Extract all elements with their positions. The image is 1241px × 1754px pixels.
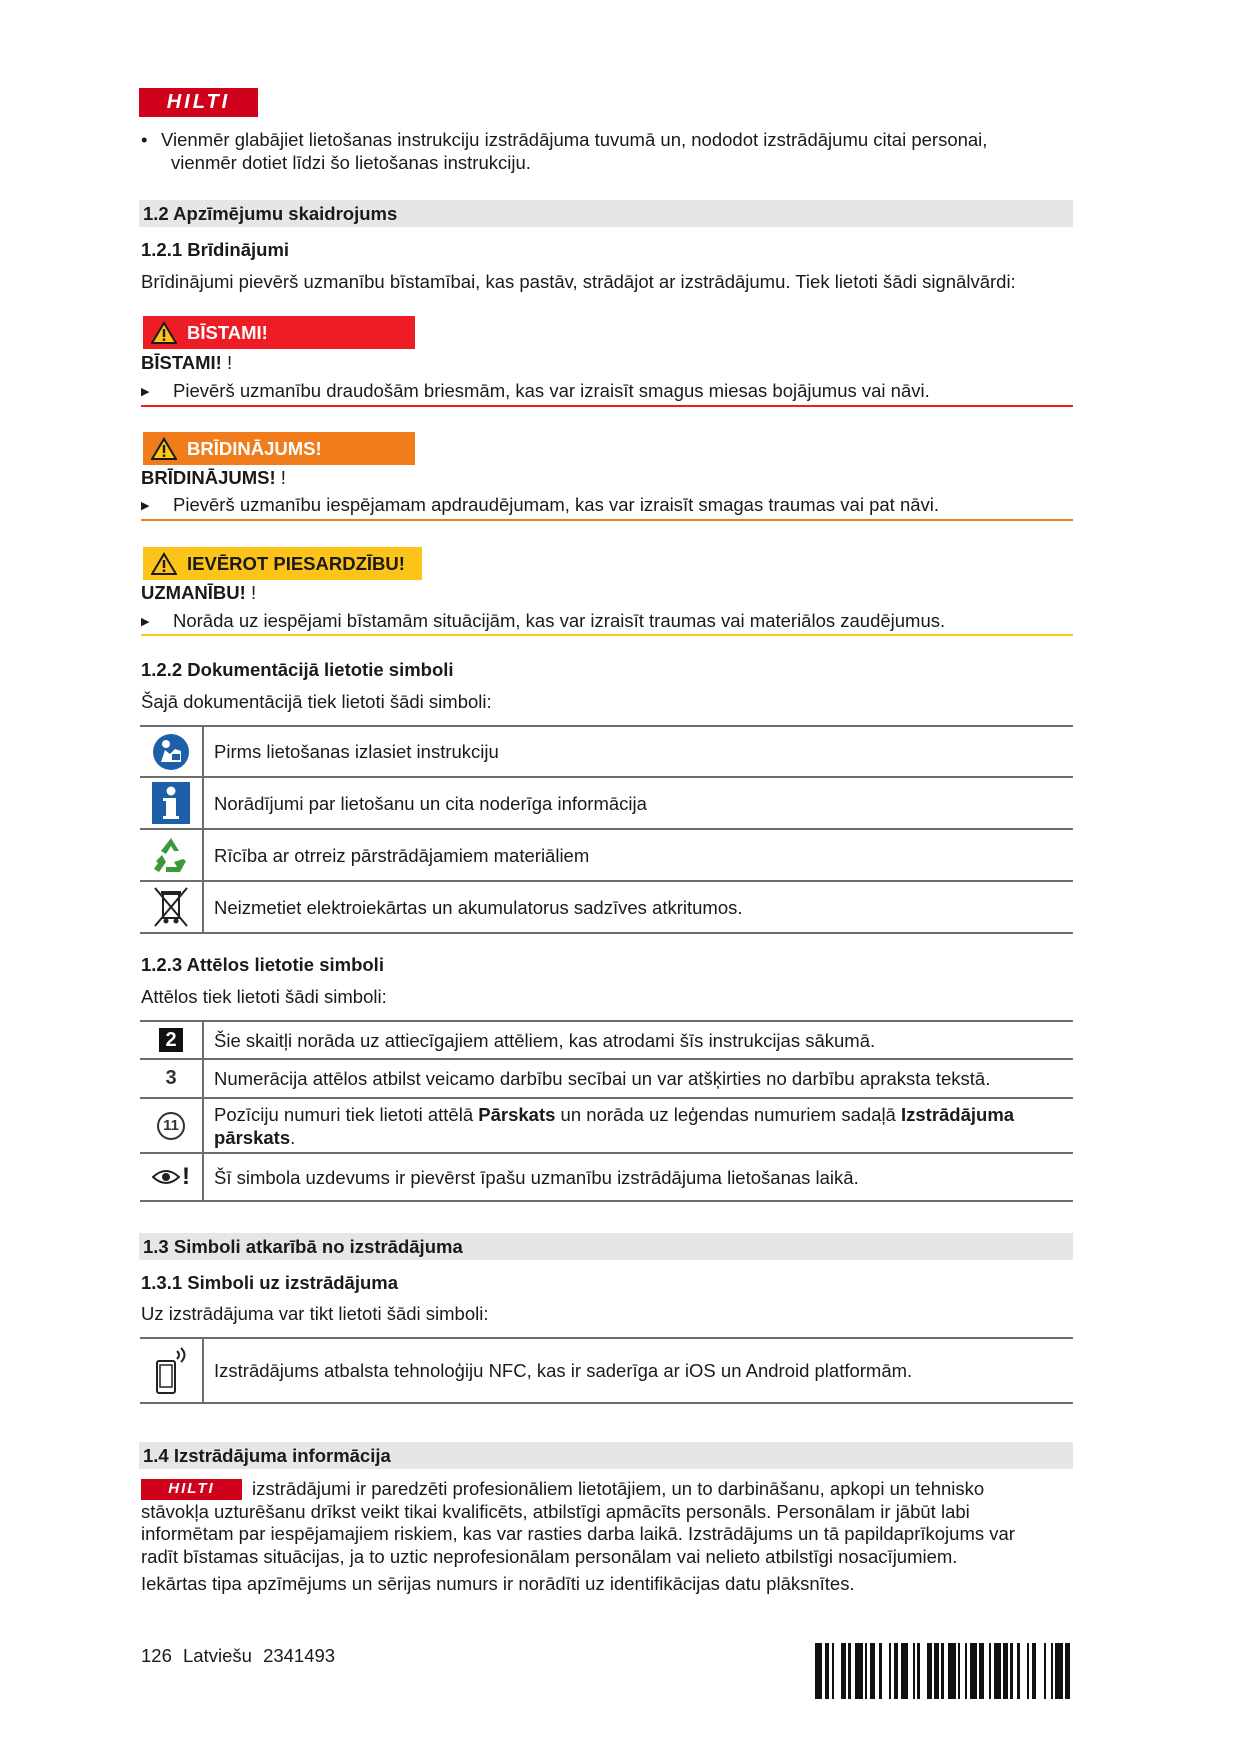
barcode-bar xyxy=(1055,1643,1062,1699)
subsection-heading-1-2-2: 1.2.2 Dokumentācijā lietotie simboli xyxy=(141,659,454,680)
section-heading-1-2: 1.2 Apzīmējumu skaidrojums xyxy=(139,200,1073,227)
eye-icon xyxy=(152,1167,180,1187)
arrow-bullet-icon: ▶ xyxy=(141,386,150,398)
barcode-bar xyxy=(970,1643,977,1699)
hilti-logo-inline: HILTI xyxy=(141,1479,242,1500)
warning-rule xyxy=(141,519,1073,521)
warning-triangle-icon xyxy=(151,552,177,576)
danger-banner xyxy=(143,316,415,349)
read-manual-icon xyxy=(140,727,204,776)
position-number-icon: 11 xyxy=(140,1099,204,1152)
barcode-bar xyxy=(882,1643,889,1699)
table-row: Neizmetiet elektroiekārtas un akumulatorus sadzīves atkritumos. xyxy=(140,882,1073,934)
figure-symbols-table xyxy=(140,1020,1073,1202)
product-symbols-intro: Uz izstrādājuma var tikt lietoti šādi simboli: xyxy=(141,1303,489,1324)
danger-banner-label: BĪSTAMI! xyxy=(187,321,268,343)
page-footer xyxy=(141,1645,335,1667)
section-heading-1-4: 1.4 Izstrādājuma informācija xyxy=(139,1442,1073,1469)
attention-eye-icon: ! xyxy=(140,1154,204,1200)
warning-banner-label: BRĪDINĀJUMS! xyxy=(187,437,322,459)
product-info-paragraph: HILTI izstrādājumi ir paredzēti profesionāliem lietotājiem, un to darbināšanu, apkopi un tehnisko stāvokļa uzturēšanu drīkst veikt tikai kvalificēts, atbilstīgi apmācīts personāls. Personālam ir jābūt labi informētam par iespējamajiem riskiem, kas var rasties darba laikā. Izstrādājums un tā papildaprīkojums var radīt bīstamas situācijas, ja to uztic neprofesionālam personālam vai nelieto atbilstīgi nosacījumiem. Iekārtas tipa apzīmējums un sērijas numurs ir norādīti uz identifikācijas datu plāksnītes. xyxy=(141,1478,1015,1594)
barcode-bar xyxy=(815,1643,822,1699)
caution-rule xyxy=(141,634,1073,636)
barcode-bar xyxy=(1070,1643,1072,1699)
bullet-dot: • xyxy=(141,129,148,150)
info-icon xyxy=(140,778,204,828)
recycle-icon xyxy=(140,830,204,880)
table-row: Norādījumi par lietošanu un cita noderīga informācija xyxy=(140,778,1073,830)
table-row: Izstrādājums atbalsta tehnoloģiju NFC, kas ir saderīga ar iOS un Android platformām. xyxy=(140,1339,1073,1404)
barcode-bar xyxy=(834,1643,841,1699)
intro-bullet: • Vienmēr glabājiet lietošanas instrukciju izstrādājuma tuvumā un, nododot izstrādājumu citai personai, vienmēr dotiet līdzi šo lietošanas instrukciju. xyxy=(141,129,988,173)
table-row: ! Šī simbola uzdevums ir pievērst īpašu uzmanību izstrādājuma lietošanas laikā. xyxy=(140,1154,1073,1202)
table-row: Rīcība ar otrreiz pārstrādājamiem materiāliem xyxy=(140,830,1073,882)
danger-description: ▶ Pievērš uzmanību draudošām briesmām, kas var izraisīt smagus miesas bojājumus vai nāvi. xyxy=(141,380,930,401)
barcode xyxy=(815,1643,1073,1699)
barcode-bar xyxy=(1020,1643,1027,1699)
barcode-bar xyxy=(855,1643,862,1699)
figure-number-icon: 2 xyxy=(140,1022,204,1058)
table-row: Pirms lietošanas izlasiet instrukciju xyxy=(140,727,1073,778)
warning-triangle-icon xyxy=(151,437,177,461)
barcode-bar xyxy=(920,1643,927,1699)
warning-description: ▶ Pievērš uzmanību iespējamam apdraudējumam, kas var izraisīt smagas traumas vai pat nāvi. xyxy=(141,494,940,515)
figure-symbols-intro: Attēlos tiek lietoti šādi simboli: xyxy=(141,986,387,1007)
subsection-heading-1-2-3: 1.2.3 Attēlos lietotie simboli xyxy=(141,954,384,975)
danger-rule xyxy=(141,405,1073,407)
footer-language: Latviešu xyxy=(183,1645,252,1666)
product-symbols-table xyxy=(140,1337,1073,1404)
doc-symbols-table xyxy=(140,725,1073,934)
warning-triangle-icon xyxy=(151,321,177,345)
barcode-bar xyxy=(1036,1643,1043,1699)
caution-banner xyxy=(143,547,422,580)
step-number-icon: 3 xyxy=(140,1060,204,1097)
barcode-bar xyxy=(901,1643,908,1699)
nfc-phone-icon xyxy=(140,1339,204,1402)
doc-number: 2341493 xyxy=(263,1645,336,1666)
doc-symbols-intro: Šajā dokumentācijā tiek lietoti šādi simboli: xyxy=(141,691,492,712)
barcode-bar xyxy=(948,1643,955,1699)
section-heading-1-3: 1.3 Simboli atkarībā no izstrādājuma xyxy=(139,1233,1073,1260)
arrow-bullet-icon: ▶ xyxy=(141,616,150,628)
table-row: 11 Pozīciju numuri tiek lietoti attēlā Pārskats un norāda uz leģendas numuriem sadaļā Izstrādājuma pārskats. xyxy=(140,1099,1073,1154)
table-row: 2 Šie skaitļi norāda uz attiecīgajiem attēliem, kas atrodami šīs instrukcijas sākumā. xyxy=(140,1022,1073,1060)
warning-signal-word: BRĪDINĀJUMS! ! xyxy=(141,467,286,488)
subsection-heading-1-3-1: 1.3.1 Simboli uz izstrādājuma xyxy=(141,1272,399,1293)
danger-signal-word: BĪSTAMI! ! xyxy=(141,352,233,373)
hilti-logo: HILTI xyxy=(139,88,258,117)
warning-banner xyxy=(143,432,415,465)
arrow-bullet-icon: ▶ xyxy=(141,500,150,512)
caution-banner-label: IEVĒROT PIESARDZĪBU! xyxy=(187,552,405,574)
crossed-bin-icon xyxy=(140,882,204,932)
warnings-intro-text: Brīdinājumi pievērš uzmanību bīstamībai, kas pastāv, strādājot ar izstrādājumu. Tiek lietoti šādi signālvārdi: xyxy=(141,271,1016,292)
subsection-heading-1-2-1: 1.2.1 Brīdinājumi xyxy=(141,239,290,260)
caution-signal-word: UZMANĪBU! ! xyxy=(141,582,257,603)
caution-description: ▶ Norāda uz iespējami bīstamām situācijām, kas var izraisīt traumas vai materiālos zaudējumus. xyxy=(141,610,946,631)
page-number: 126 xyxy=(141,1645,172,1666)
table-row: 3 Numerācija attēlos atbilst veicamo darbību secībai un var atšķirties no darbību apraksta tekstā. xyxy=(140,1060,1073,1099)
barcode-bar xyxy=(994,1643,1001,1699)
